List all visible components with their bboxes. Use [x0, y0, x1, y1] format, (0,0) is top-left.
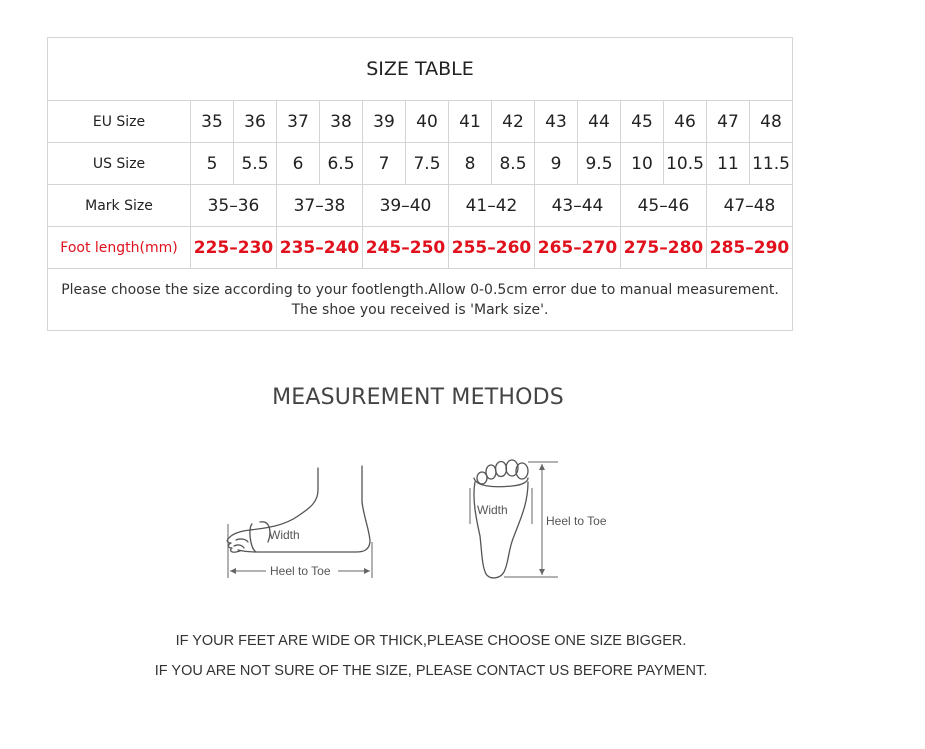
- foot-length-cell: 255–260: [449, 227, 535, 269]
- top-length-label: Heel to Toe: [546, 514, 607, 528]
- top-width-curve: [474, 478, 528, 487]
- toe-detail: [234, 539, 248, 548]
- sole-outline: [474, 482, 528, 578]
- us-size-cell: 7.5: [406, 143, 449, 185]
- eu-size-label: EU Size: [48, 101, 191, 143]
- eu-size-cell: 37: [277, 101, 320, 143]
- foot-length-row: [48, 227, 793, 269]
- us-size-cell: 10: [621, 143, 664, 185]
- top-width-label: Width: [477, 503, 508, 517]
- mark-size-cell: 35–36: [191, 185, 277, 227]
- eu-size-cell: 39: [363, 101, 406, 143]
- size-table-title: SIZE TABLE: [48, 38, 793, 101]
- eu-size-cell: 38: [320, 101, 363, 143]
- measurement-methods-title: MEASUREMENT METHODS: [272, 385, 564, 410]
- size-note: [48, 269, 793, 331]
- eu-size-cell: 47: [707, 101, 750, 143]
- width-loop: [250, 524, 256, 552]
- foot-length-cell: 265–270: [535, 227, 621, 269]
- mark-size-cell: 43–44: [535, 185, 621, 227]
- mark-size-cell: 37–38: [277, 185, 363, 227]
- eu-size-cell: 48: [750, 101, 793, 143]
- us-size-cell: 5.5: [234, 143, 277, 185]
- eu-size-row: [48, 101, 793, 143]
- foot-heel-outline: [238, 466, 370, 552]
- note-contact-us: IF YOU ARE NOT SURE OF THE SIZE, PLEASE CONTACT US BEFORE PAYMENT.: [154, 663, 708, 679]
- us-size-cell: 9.5: [578, 143, 621, 185]
- eu-size-cell: 36: [234, 101, 277, 143]
- us-size-cell: 10.5: [664, 143, 707, 185]
- us-size-cell: 9: [535, 143, 578, 185]
- us-size-cell: 8.5: [492, 143, 535, 185]
- us-size-cell: 11: [707, 143, 750, 185]
- toe-3: [496, 462, 507, 477]
- toe-2: [486, 465, 496, 479]
- side-width-label: Width: [269, 528, 300, 542]
- foot-length-cell: 275–280: [621, 227, 707, 269]
- size-note-line1: Please choose the size according to your footlength.Allow 0-0.5cm error due to manual measurement.: [61, 281, 779, 298]
- top-foot-illustration: [462, 458, 622, 582]
- mark-size-cell: 45–46: [621, 185, 707, 227]
- foot-length-cell: 245–250: [363, 227, 449, 269]
- size-note-line2: The shoe you received is 'Mark size'.: [291, 301, 549, 318]
- us-size-cell: 6: [277, 143, 320, 185]
- mark-size-label: Mark Size: [48, 185, 191, 227]
- eu-size-cell: 46: [664, 101, 707, 143]
- us-size-label: US Size: [48, 143, 191, 185]
- eu-size-cell: 40: [406, 101, 449, 143]
- us-size-row: [48, 143, 793, 185]
- us-size-cell: 8: [449, 143, 492, 185]
- us-size-cell: 5: [191, 143, 234, 185]
- side-length-label: Heel to Toe: [270, 564, 331, 578]
- side-foot-illustration: [222, 462, 382, 586]
- size-table: [47, 37, 793, 331]
- mark-size-row: [48, 185, 793, 227]
- mark-size-cell: 39–40: [363, 185, 449, 227]
- us-size-cell: 11.5: [750, 143, 793, 185]
- us-size-cell: 7: [363, 143, 406, 185]
- eu-size-cell: 41: [449, 101, 492, 143]
- foot-length-label: Foot length(mm): [48, 227, 191, 269]
- note-wide-feet: IF YOUR FEET ARE WIDE OR THICK,PLEASE CHOOSE ONE SIZE BIGGER.: [175, 633, 687, 649]
- mark-size-cell: 47–48: [707, 185, 793, 227]
- eu-size-cell: 43: [535, 101, 578, 143]
- eu-size-cell: 45: [621, 101, 664, 143]
- foot-length-cell: 285–290: [707, 227, 793, 269]
- foot-length-cell: 235–240: [277, 227, 363, 269]
- eu-size-cell: 42: [492, 101, 535, 143]
- mark-size-cell: 41–42: [449, 185, 535, 227]
- foot-length-cell: 225–230: [191, 227, 277, 269]
- eu-size-cell: 44: [578, 101, 621, 143]
- us-size-cell: 6.5: [320, 143, 363, 185]
- eu-size-cell: 35: [191, 101, 234, 143]
